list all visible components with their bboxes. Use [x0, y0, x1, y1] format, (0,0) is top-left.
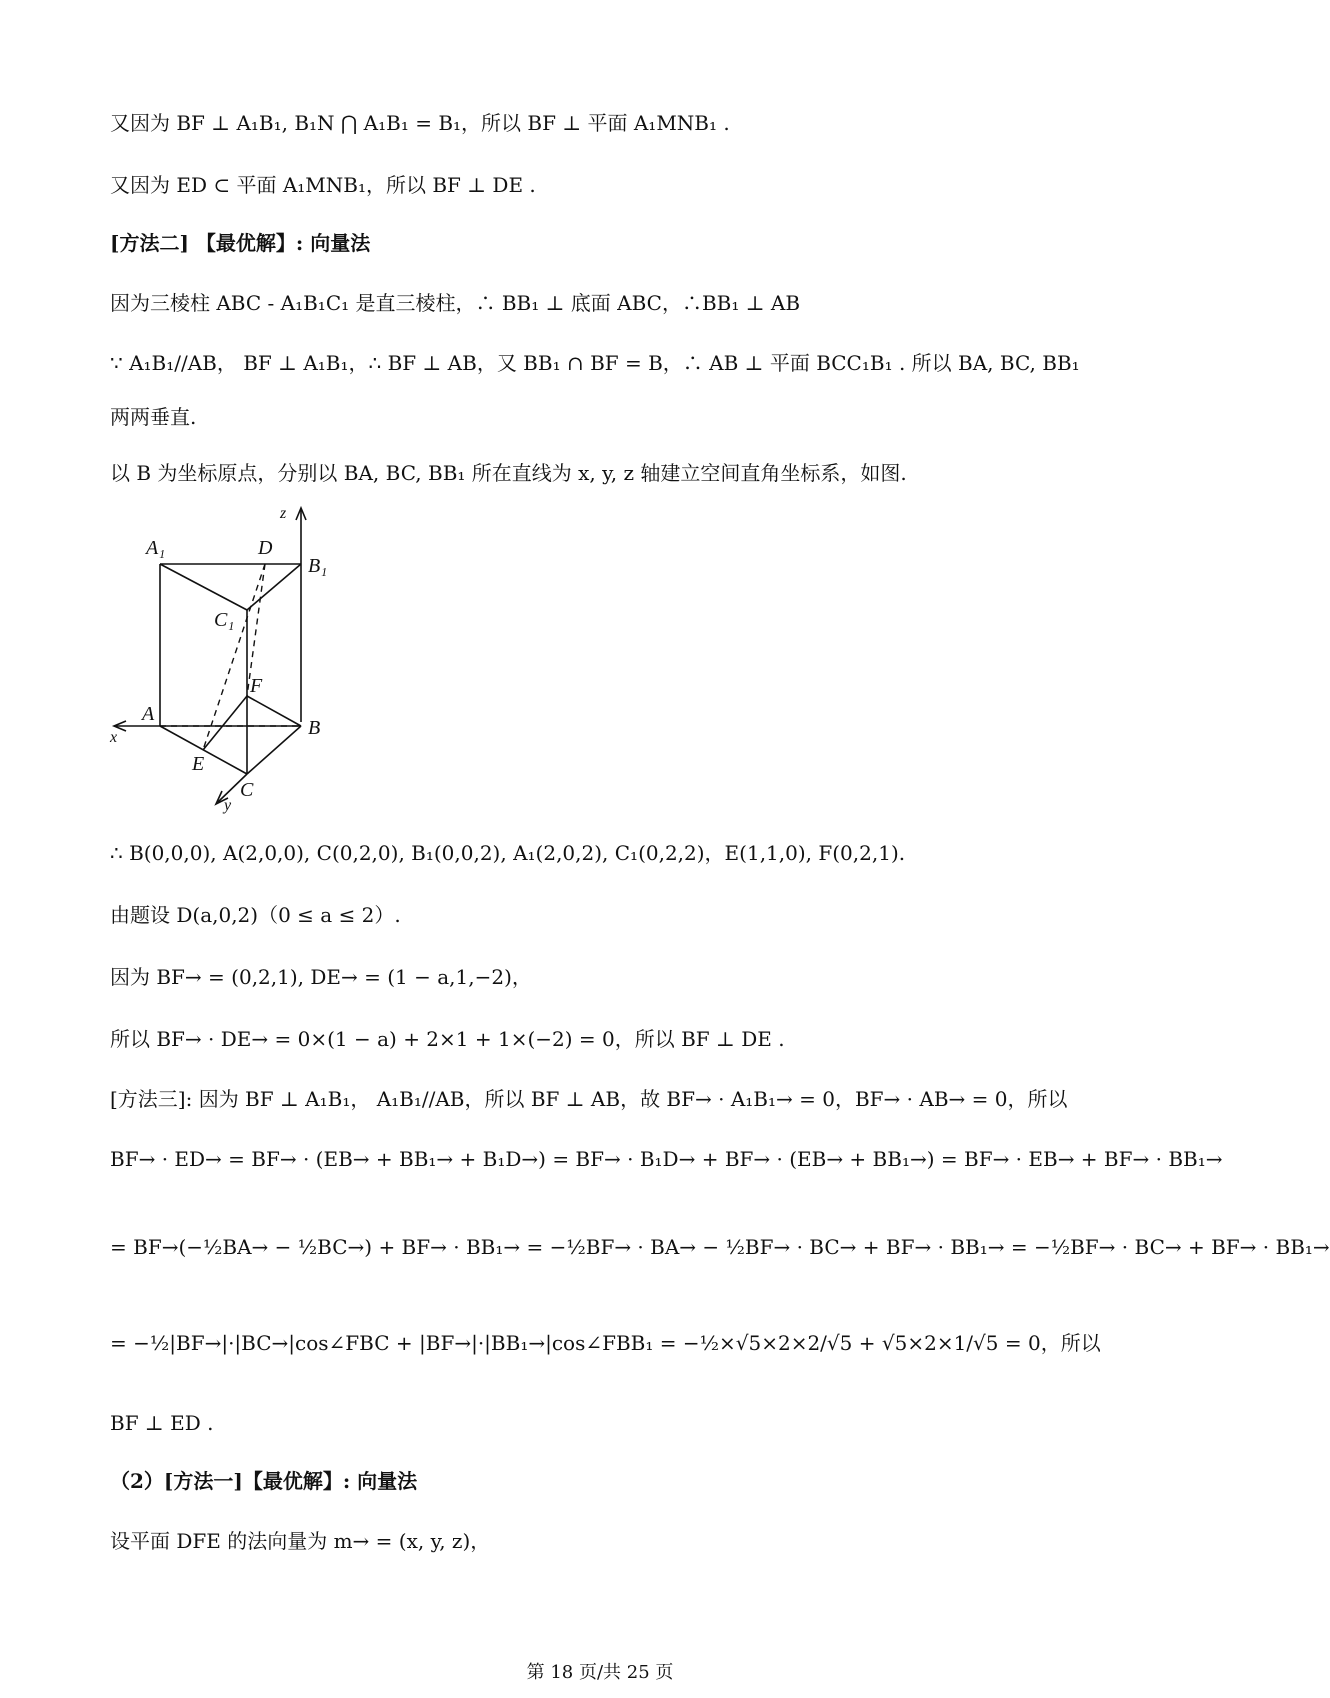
text-line: = BF→(−½BA→ − ½BC→) + BF→ · BB₁→ = −½BF→ · BA→ − ½BF→ · BC→ + BF→ · BB₁→ = −½BF→ · BC→ + BF→ · BB₁→	[110, 1235, 1330, 1259]
prism-figure	[110, 502, 370, 812]
text-line: 又因为 BF ⊥ A₁B₁, B₁N ⋂ A₁B₁ = B₁，所以 BF ⊥ 平面 A₁MNB₁ .	[110, 111, 730, 135]
label-A1: A₁	[146, 537, 166, 559]
text-line: BF→ · ED→ = BF→ · (EB→ + BB₁→ + B₁D→) = BF→ · B₁D→ + BF→ · (EB→ + BB₁→) = BF→ · EB→ + BF→ · BB₁→	[110, 1147, 1223, 1171]
label-F: F	[250, 675, 263, 697]
text-line: 所以 BF→ · DE→ = 0×(1 − a) + 2×1 + 1×(−2) = 0，所以 BF ⊥ DE .	[110, 1027, 785, 1051]
label-C: C	[240, 779, 254, 801]
label-z: z	[280, 505, 287, 522]
text-line: 因为 BF→ = (0,2,1), DE→ = (1 − a,1,−2)，	[110, 965, 532, 989]
edge-E-F	[203, 696, 247, 750]
text-line: 又因为 ED ⊂ 平面 A₁MNB₁，所以 BF ⊥ DE .	[110, 173, 536, 197]
text-line: ∵ A₁B₁//AB， BF ⊥ A₁B₁，∴ BF ⊥ AB，又 BB₁ ∩ BF = B，∴ AB ⊥ 平面 BCC₁B₁ . 所以 BA, BC, BB₁	[110, 351, 1080, 375]
label-B: B	[308, 717, 321, 739]
label-y: y	[224, 797, 232, 814]
text-line: [方法二] 【最优解】: 向量法	[110, 231, 371, 255]
label-B1: B₁	[308, 555, 328, 577]
label-x: x	[110, 729, 118, 746]
label-D: D	[258, 537, 273, 559]
text-line: = −½|BF→|·|BC→|cos∠FBC + |BF→|·|BB₁→|cos∠FBB₁ = −½×√5×2×2/√5 + √5×2×1/√5 = 0，所以	[110, 1331, 1101, 1355]
text-line: 以 B 为坐标原点，分别以 BA, BC, BB₁ 所在直线为 x, y, z 轴建立空间直角坐标系，如图.	[110, 461, 907, 485]
label-A: A	[142, 703, 155, 725]
text-line: 因为三棱柱 ABC - A₁B₁C₁ 是直三棱柱，∴ BB₁ ⊥ 底面 ABC，∴BB₁ ⊥ AB	[110, 291, 801, 315]
label-E: E	[192, 753, 205, 775]
text-line: 由题设 D(a,0,2)（0 ≤ a ≤ 2）.	[110, 903, 401, 927]
text-line: [方法三]: 因为 BF ⊥ A₁B₁， A₁B₁//AB，所以 BF ⊥ AB，故 BF→ · A₁B₁→ = 0，BF→ · AB→ = 0，所以	[110, 1087, 1068, 1111]
edge-A1-C1	[160, 564, 247, 610]
edge-B-F	[247, 696, 301, 726]
edge-C-B	[247, 726, 301, 774]
page-footer: 第 18 页/共 25 页	[526, 1662, 674, 1683]
text-line: （2）[方法一]【最优解】: 向量法	[110, 1469, 418, 1493]
text-line: BF ⊥ ED .	[110, 1411, 214, 1435]
label-C1: C₁	[214, 609, 235, 631]
text-line: ∴ B(0,0,0), A(2,0,0), C(0,2,0), B₁(0,0,2), A₁(2,0,2), C₁(0,2,2)，E(1,1,0), F(0,2,1).	[110, 841, 906, 865]
edge-C1-B1	[247, 564, 301, 610]
text-line: 设平面 DFE 的法向量为 m→ = (x, y, z)，	[110, 1529, 491, 1553]
text-line: 两两垂直.	[110, 405, 197, 429]
